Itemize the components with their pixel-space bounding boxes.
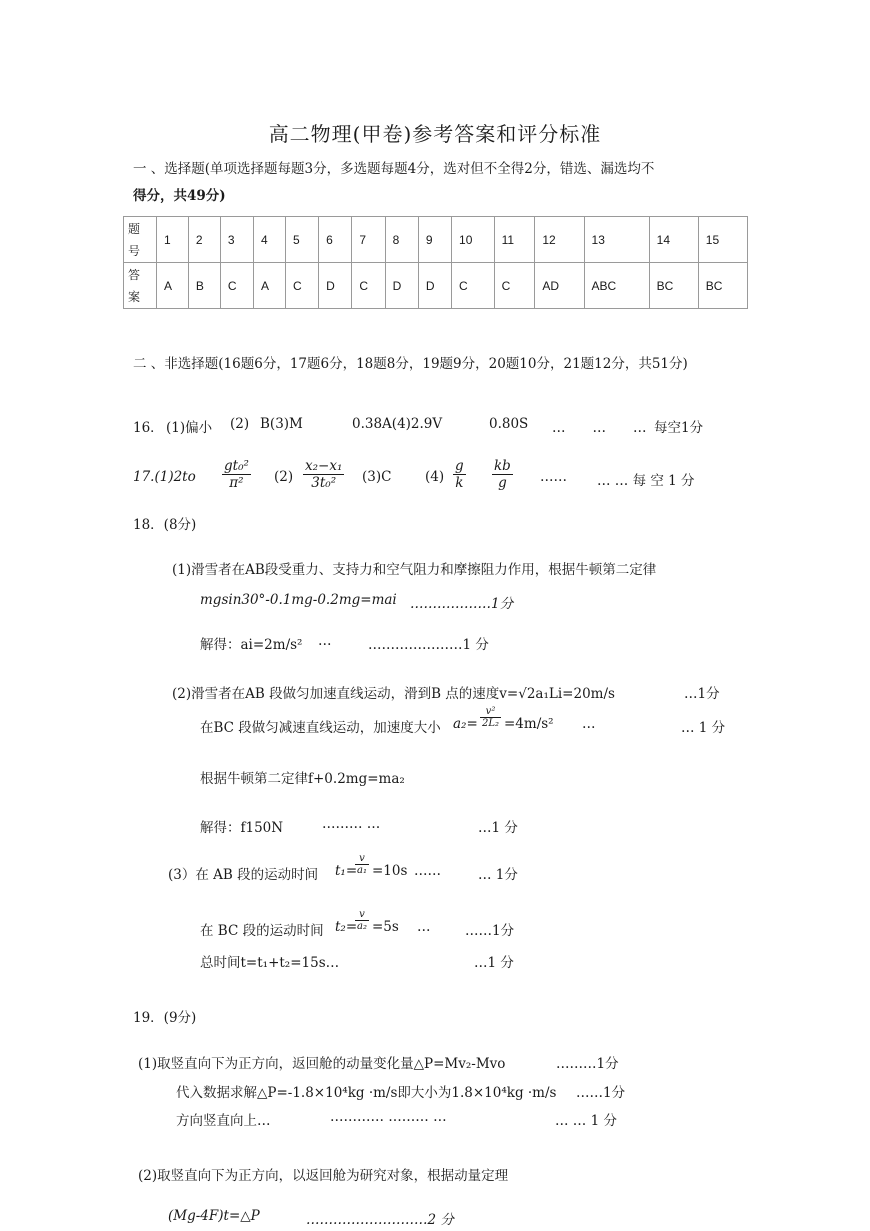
question-number-cell: 8 xyxy=(385,217,418,263)
q16-part5: 0.80S xyxy=(489,416,529,432)
question-number-cell: 4 xyxy=(254,217,286,263)
q19-s1-direction-score: … … 1 分 xyxy=(555,1113,617,1129)
answer-cell: BC xyxy=(649,263,698,309)
q18-s2-bc-fraction xyxy=(480,706,501,729)
q17-part3: (3)C xyxy=(362,469,392,485)
question-number-cell: 7 xyxy=(352,217,385,263)
q19-s1-calc-score: ……1分 xyxy=(576,1085,626,1101)
question-number-cell: 3 xyxy=(220,217,253,263)
row-label-number-char2: 号 xyxy=(128,243,141,258)
q16-score: 每空1分 xyxy=(654,420,704,436)
question-number-cell: 2 xyxy=(188,217,220,263)
q18-s2-bc-den: 2L₂ xyxy=(482,718,500,729)
q18-s2-solution-score: …1 分 xyxy=(478,820,518,836)
q18-s3-bc-var: t₂= xyxy=(335,919,358,935)
q18-s2-bc-value: =4m/s² xyxy=(504,716,554,732)
answer-cell: C xyxy=(494,263,535,309)
q18-s3-score: … 1分 xyxy=(478,867,518,883)
q18-s3-bc-score: ……1分 xyxy=(465,923,515,939)
q18-s2-law: 根据牛顿第二定律f+0.2mg=ma₂ xyxy=(200,771,405,787)
question-number-cell: 14 xyxy=(649,217,698,263)
q18-s3-bc-fraction xyxy=(355,909,369,932)
question-number-cell: 9 xyxy=(418,217,451,263)
q19-s1-score: ………1分 xyxy=(556,1056,619,1072)
answer-cell: D xyxy=(418,263,451,309)
answer-cell: C xyxy=(220,263,253,309)
q16-part2: (2) xyxy=(230,416,250,432)
q18-s2-text-score: …1分 xyxy=(684,686,720,702)
q19-s2-text: (2)取竖直向下为正方向，以返回舱为研究对象，根据动量定理 xyxy=(138,1168,509,1184)
q16-part4: 0.38A(4)2.9V xyxy=(352,416,443,432)
q18-s1-solution-score: …………………1 分 xyxy=(368,637,489,653)
q18-s2-bc-score: … 1 分 xyxy=(681,720,726,736)
q18-s3-total-score: …1 分 xyxy=(474,955,514,971)
q18-s1-solution-dots: … xyxy=(318,633,332,649)
question-number-cell: 11 xyxy=(494,217,535,263)
q18-label: 18．(8分) xyxy=(133,517,197,533)
answer-cell: D xyxy=(385,263,418,309)
q18-s2-bc-text: 在BC 段做匀减速直线运动，加速度大小 xyxy=(200,720,441,736)
q16-dots: … … … xyxy=(552,420,647,436)
q19-s1-direction: 方向竖直向上… xyxy=(176,1113,271,1129)
answer-cell: A xyxy=(254,263,286,309)
q19-s1-direction-dots: ………… ……… … xyxy=(330,1109,447,1125)
q18-s3-bc-num: v xyxy=(355,909,369,921)
q18-s3-total: 总时间t=t₁+t₂=15s… xyxy=(200,955,340,971)
q19-s1-calc: 代入数据求解△P=-1.8×10⁴kg ·m/s即大小为1.8×10⁴kg ·m/s xyxy=(176,1085,557,1101)
row-label-answer xyxy=(124,263,157,309)
page-title: 高二物理(甲卷)参考答案和评分标准 xyxy=(268,122,602,146)
answer-table-number-row xyxy=(124,217,748,263)
row-label-answer-char2: 案 xyxy=(128,289,141,304)
q18-s1-equation-score: ………………1分 xyxy=(410,596,514,612)
answer-cell: ABC xyxy=(584,263,649,309)
q19-s1-text: (1)取竖直向下为正方向，返回舱的动量变化量△P=Mv₂-Mvo xyxy=(138,1056,506,1072)
question-number-cell: 5 xyxy=(285,217,318,263)
q19-label: 19．(9分) xyxy=(133,1010,197,1026)
q18-s3-bc-value: =5s xyxy=(372,919,399,935)
answer-table-answer-row xyxy=(124,263,748,309)
q18-s3-dots: …… xyxy=(414,863,441,879)
section1-heading-line2: 得分，共49分) xyxy=(133,188,226,204)
q17-fraction3 xyxy=(453,458,466,491)
q18-s1-solution: 解得：ai=2m/s² xyxy=(200,637,303,653)
q17-score: … … 每 空 1 分 xyxy=(597,473,695,489)
q18-s1-equation: mgsin30°-0.1mg-0.2mg=mai xyxy=(200,592,397,608)
q18-s1-text: (1)滑雪者在AB段受重力、支持力和空气阻力和摩擦阻力作用，根据牛顿第二定律 xyxy=(172,562,657,578)
q19-s2-equation: (Mg-4F)t=△P xyxy=(168,1208,260,1224)
q18-s3-bc-dots: … xyxy=(417,919,431,935)
question-number-cell: 13 xyxy=(584,217,649,263)
q18-s2-bc-dots: … xyxy=(582,716,596,732)
q18-s3-var: t₁= xyxy=(335,863,358,879)
question-number-cell: 12 xyxy=(535,217,584,263)
q17-fraction1-den: π² xyxy=(229,475,244,491)
q17-fraction3-num: g xyxy=(455,458,464,474)
q17-part4: (4) xyxy=(425,469,445,485)
answer-cell: C xyxy=(352,263,385,309)
section2-heading: 二 、非选择题(16题6分，17题6分，18题8分，19题9分，20题10分，21题12分，共51分) xyxy=(133,356,688,372)
q17-fraction1-num: gt₀² xyxy=(224,458,249,474)
q18-s3-num: v xyxy=(355,853,369,865)
q18-s3-value: =10s xyxy=(372,863,408,879)
answer-table xyxy=(123,216,748,309)
row-label-answer-char1: 答 xyxy=(128,267,141,282)
q17-fraction2-den: 3t₀² xyxy=(311,475,337,491)
q17-fraction2-num: x₂−x₁ xyxy=(305,458,343,474)
q18-s3-text: (3）在 AB 段的运动时间 xyxy=(168,867,319,883)
q16-part1: (1)偏小 xyxy=(166,420,213,436)
answer-cell: C xyxy=(452,263,495,309)
q18-s2-text: (2)滑雪者在AB 段做匀加速直线运动，滑到B 点的速度v=√2a₁Li=20m/s xyxy=(172,686,615,702)
q18-s2-solution-dots: ……… … xyxy=(322,816,381,832)
question-number-cell: 15 xyxy=(698,217,747,263)
q17-fraction1 xyxy=(222,458,251,491)
question-number-cell: 6 xyxy=(319,217,352,263)
q18-s2-solution: 解得：f150N xyxy=(200,820,284,836)
answer-cell: C xyxy=(285,263,318,309)
q18-s3-bc-den: a₂ xyxy=(357,921,367,932)
question-number-cell: 1 xyxy=(157,217,189,263)
q17-part2: (2) xyxy=(274,469,294,485)
row-label-number-char1: 题 xyxy=(128,221,141,236)
q18-s2-bc-var: a₂= xyxy=(453,716,478,732)
answer-cell: BC xyxy=(698,263,747,309)
answer-cell: AD xyxy=(535,263,584,309)
q18-s3-den: a₁ xyxy=(357,865,367,876)
q19-s2-equation-score: ………………………2 分 xyxy=(306,1212,454,1228)
answer-cell: A xyxy=(157,263,189,309)
q17-label: 17.(1)2to xyxy=(133,469,196,485)
row-label-number xyxy=(124,217,157,263)
answer-cell: B xyxy=(188,263,220,309)
answer-cell: D xyxy=(319,263,352,309)
q18-s3-fraction xyxy=(355,853,369,876)
q18-s2-bc-num: v² xyxy=(480,706,501,718)
q17-fraction4 xyxy=(492,458,513,491)
q17-fraction3-den: k xyxy=(455,475,464,491)
section1-heading-line1: 一 、选择题(单项选择题每题3分，多选题每题4分，选对但不全得2分，错选、漏选均不 xyxy=(133,161,655,177)
q16-label: 16． xyxy=(133,420,164,436)
question-number-cell: 10 xyxy=(452,217,495,263)
q17-fraction2 xyxy=(303,458,344,491)
q18-s3-bc-text: 在 BC 段的运动时间 xyxy=(200,923,324,939)
q16-part3: B(3)M xyxy=(260,416,303,432)
q17-fraction4-den: g xyxy=(498,475,507,491)
q17-fraction4-num: kb xyxy=(494,458,511,474)
q17-dots: …… xyxy=(540,469,567,485)
